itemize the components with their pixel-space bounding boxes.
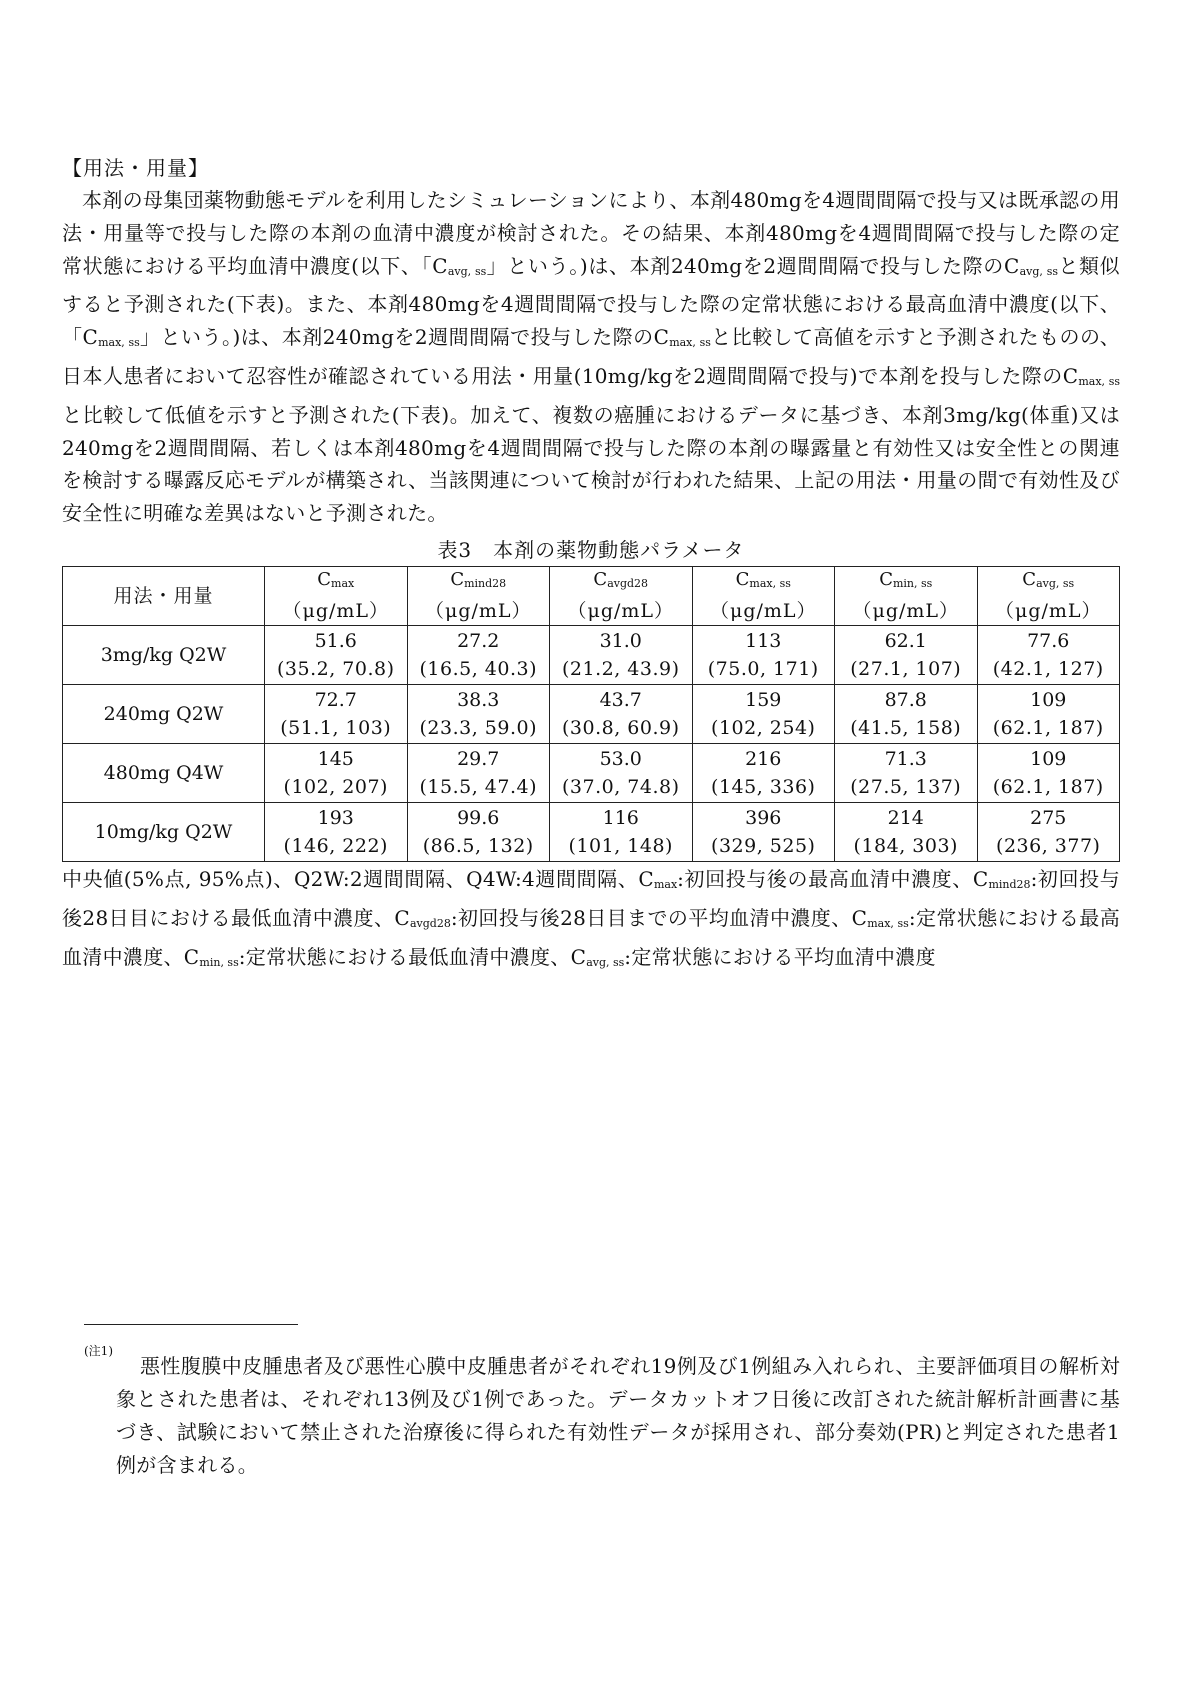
table-row — [63, 685, 1120, 744]
percentile-range: (184, 303) — [853, 835, 958, 857]
subscript: max, ss — [669, 336, 711, 350]
table-cell — [692, 744, 835, 803]
percentile-range: (16.5, 40.3) — [419, 658, 537, 680]
percentile-range: (21.2, 43.9) — [561, 658, 680, 680]
percentile-range: (145, 336) — [711, 776, 816, 798]
column-name — [978, 567, 1120, 597]
column-name — [550, 567, 692, 597]
table-cell — [265, 803, 408, 862]
column-name-sub: max — [331, 577, 355, 590]
table-cell — [835, 803, 978, 862]
paragraph-text: 」という。)は、本剤240mgを2週間間隔で投与した際のC — [486, 253, 1020, 278]
footnote-text: :初回投与後28日目における最低血清中濃度、C — [62, 867, 1120, 930]
dose-cell: 240mg Q2W — [63, 685, 265, 744]
percentile-range: (75.0, 171) — [707, 658, 819, 680]
median-value: 87.8 — [884, 689, 927, 711]
median-value: 216 — [745, 748, 782, 770]
percentile-range: (15.5, 47.4) — [419, 776, 537, 798]
table-cell — [407, 803, 550, 862]
table-caption: 表3 本剤の薬物動態パラメータ — [437, 538, 745, 562]
footnote-text: :定常状態における平均血清中濃度 — [624, 944, 936, 969]
median-value: 99.6 — [457, 807, 500, 829]
column-name-base: C — [1022, 569, 1037, 590]
footnote-text: 中央値(5%点, 95%点)、Q2W:2週間間隔、Q4W:4週間間隔、C — [62, 867, 654, 891]
column-unit: （μg/mL） — [567, 600, 675, 622]
median-value: 51.6 — [314, 630, 357, 652]
column-name-base: C — [593, 569, 608, 590]
table-cell — [550, 685, 693, 744]
median-value: 275 — [1030, 807, 1067, 829]
median-value: 113 — [745, 630, 782, 652]
paragraph-text: と比較して高値を示すと予測されたものの、日本人患者において忍容性が確認されている用法・用量(10mg/kgを2週間間隔で投与)で本剤を投与した際のC — [62, 325, 1121, 388]
column-name — [693, 567, 835, 597]
median-value: 77.6 — [1027, 630, 1070, 652]
column-name-sub: min, ss — [892, 577, 933, 590]
table-cell — [977, 685, 1120, 744]
percentile-range: (236, 377) — [996, 835, 1101, 857]
percentile-range: (37.0, 74.8) — [561, 776, 680, 798]
median-value: 53.0 — [599, 748, 642, 770]
footnote-text: :初回投与後の最高血清中濃度、C — [677, 867, 989, 891]
table-header-row — [63, 567, 1120, 626]
column-header-cavgd28 — [550, 567, 693, 626]
median-value: 38.3 — [457, 689, 500, 711]
column-header-cmax-ss — [692, 567, 835, 626]
paragraph-text: と類似すると予測された(下表)。また、本剤480mgを4週間間隔で投与した際の定常状態における最高血清中濃度(以下、「C — [62, 253, 1120, 350]
subscript: mind28 — [988, 878, 1031, 891]
paragraph-text: 」という。)は、本剤240mgを2週間間隔で投与した際のC — [139, 325, 670, 350]
column-name-base: C — [879, 569, 893, 590]
table-cell — [977, 744, 1120, 803]
subscript: max, ss — [98, 336, 140, 350]
table-row — [63, 744, 1120, 803]
table-cell — [550, 744, 693, 803]
table-row — [63, 803, 1120, 862]
subscript: max, ss — [867, 916, 909, 930]
table-cell — [265, 744, 408, 803]
pk-parameter-table — [62, 566, 1120, 862]
percentile-range: (146, 222) — [283, 835, 388, 857]
percentile-range: (86.5, 132) — [422, 835, 534, 857]
column-name-sub: max, ss — [749, 577, 791, 590]
section-heading: 【用法・用量】 — [62, 156, 209, 180]
median-value: 72.7 — [314, 689, 357, 711]
subscript: max — [653, 878, 678, 891]
column-name-sub: avgd28 — [607, 577, 649, 590]
dose-cell: 10mg/kg Q2W — [63, 803, 265, 862]
table-row — [63, 626, 1120, 685]
column-name-sub: mind28 — [464, 577, 507, 590]
median-value: 71.3 — [884, 748, 927, 770]
median-value: 145 — [317, 748, 354, 770]
subscript: avg, ss — [447, 264, 487, 278]
percentile-range: (62.1, 187) — [992, 776, 1104, 798]
percentile-range: (62.1, 187) — [992, 717, 1104, 739]
table-cell — [407, 744, 550, 803]
dose-cell: 3mg/kg Q2W — [63, 626, 265, 685]
column-header-cmax — [265, 567, 408, 626]
dose-column-header: 用法・用量 — [63, 567, 265, 626]
median-value: 214 — [887, 807, 924, 829]
table-cell — [265, 685, 408, 744]
percentile-range: (27.1, 107) — [850, 658, 962, 680]
median-value: 109 — [1030, 748, 1067, 770]
table-cell — [835, 744, 978, 803]
table-cell — [835, 626, 978, 685]
dose-cell: 480mg Q4W — [63, 744, 265, 803]
median-value: 31.0 — [599, 630, 642, 652]
subscript: min, ss — [199, 955, 239, 969]
percentile-range: (30.8, 60.9) — [561, 717, 680, 739]
median-value: 193 — [317, 807, 354, 829]
column-header-cmin-ss — [835, 567, 978, 626]
column-unit: （μg/mL） — [709, 600, 817, 622]
percentile-range: (35.2, 70.8) — [276, 658, 395, 680]
footnote-separator — [84, 1324, 298, 1325]
column-header-cavg-ss — [977, 567, 1120, 626]
table-cell — [692, 626, 835, 685]
page-note-text: 悪性腹膜中皮腫患者及び悪性心膜中皮腫患者がそれぞれ19例及び1例組み入れられ、主要評価項目の解析対象とされた患者は、それぞれ13例及び1例であった。データカットオフ日後に改訂された統計解析計画書に基づき、試験において禁止された治療後に得られた有効性データが採用され、部分奏効(PR)と判定された患者1例が含まれる。 — [116, 1354, 1120, 1477]
median-value: 29.7 — [457, 748, 500, 770]
table-footnote — [62, 863, 1120, 979]
table-cell — [407, 685, 550, 744]
column-unit: （μg/mL） — [282, 600, 390, 622]
note-marker: (注1) — [84, 1344, 113, 1358]
footnote-text: :定常状態における最低血清中濃度、C — [238, 944, 587, 969]
median-value: 27.2 — [457, 630, 500, 652]
percentile-range: (102, 207) — [283, 776, 388, 798]
percentile-range: (27.5, 137) — [850, 776, 962, 798]
percentile-range: (101, 148) — [568, 835, 673, 857]
table-cell — [977, 626, 1120, 685]
column-name — [265, 567, 407, 597]
table-cell — [407, 626, 550, 685]
subscript: avg, ss — [1019, 264, 1059, 278]
percentile-range: (51.1, 103) — [280, 717, 392, 739]
column-unit: （μg/mL） — [852, 600, 960, 622]
table-cell — [550, 803, 693, 862]
column-name — [835, 567, 977, 597]
median-value: 109 — [1030, 689, 1067, 711]
percentile-range: (42.1, 127) — [992, 658, 1104, 680]
percentile-range: (23.3, 59.0) — [419, 717, 537, 739]
percentile-range: (41.5, 158) — [850, 717, 962, 739]
table-cell — [550, 626, 693, 685]
footnote-text: :初回投与後28日目までの平均血清中濃度、C — [450, 905, 868, 930]
table-cell — [692, 803, 835, 862]
percentile-range: (329, 525) — [711, 835, 816, 857]
subscript: avg, ss — [586, 955, 625, 969]
column-name-sub: avg, ss — [1036, 577, 1075, 590]
median-value: 396 — [745, 807, 782, 829]
subscript: avgd28 — [409, 916, 451, 930]
column-unit: （μg/mL） — [994, 600, 1102, 622]
body-paragraph — [62, 184, 1120, 530]
table-cell — [692, 685, 835, 744]
footnote-text: :定常状態における最高血清中濃度、C — [62, 905, 1120, 969]
median-value: 116 — [602, 807, 639, 829]
column-unit: （μg/mL） — [424, 600, 532, 622]
median-value: 43.7 — [599, 689, 642, 711]
table-cell — [977, 803, 1120, 862]
table-cell — [265, 626, 408, 685]
column-header-cmind28 — [407, 567, 550, 626]
column-name-base: C — [317, 569, 332, 590]
table-cell — [835, 685, 978, 744]
median-value: 62.1 — [884, 630, 927, 652]
column-name-base: C — [450, 569, 465, 590]
paragraph-text: 本剤の母集団薬物動態モデルを利用したシミュレーションにより、本剤480mgを4週間間隔で投与又は既承認の用法・用量等で投与した際の本剤の血清中濃度が検討された。その結果、本剤480mgを4週間間隔で投与した際の定常状態における平均血清中濃度(以下、「C — [62, 188, 1120, 278]
column-name — [408, 567, 550, 597]
paragraph-text: と比較して低値を示すと予測された(下表)。加えて、複数の癌腫におけるデータに基づき、本剤3mg/kg(体重)又は240mgを2週間間隔、若しくは本剤480mgを4週間間隔で投与した際の本剤の曝露量と有効性又は安全性との関連を検討する曝露反応モデルが構築され、当該関連について検討が行われた結果、上記の用法・用量の間で有効性及び安全性に明確な差異はないと予測された。 — [62, 402, 1120, 526]
subscript: max, ss — [1078, 374, 1120, 388]
percentile-range: (102, 254) — [711, 717, 816, 739]
column-name-base: C — [735, 569, 750, 590]
median-value: 159 — [745, 689, 782, 711]
